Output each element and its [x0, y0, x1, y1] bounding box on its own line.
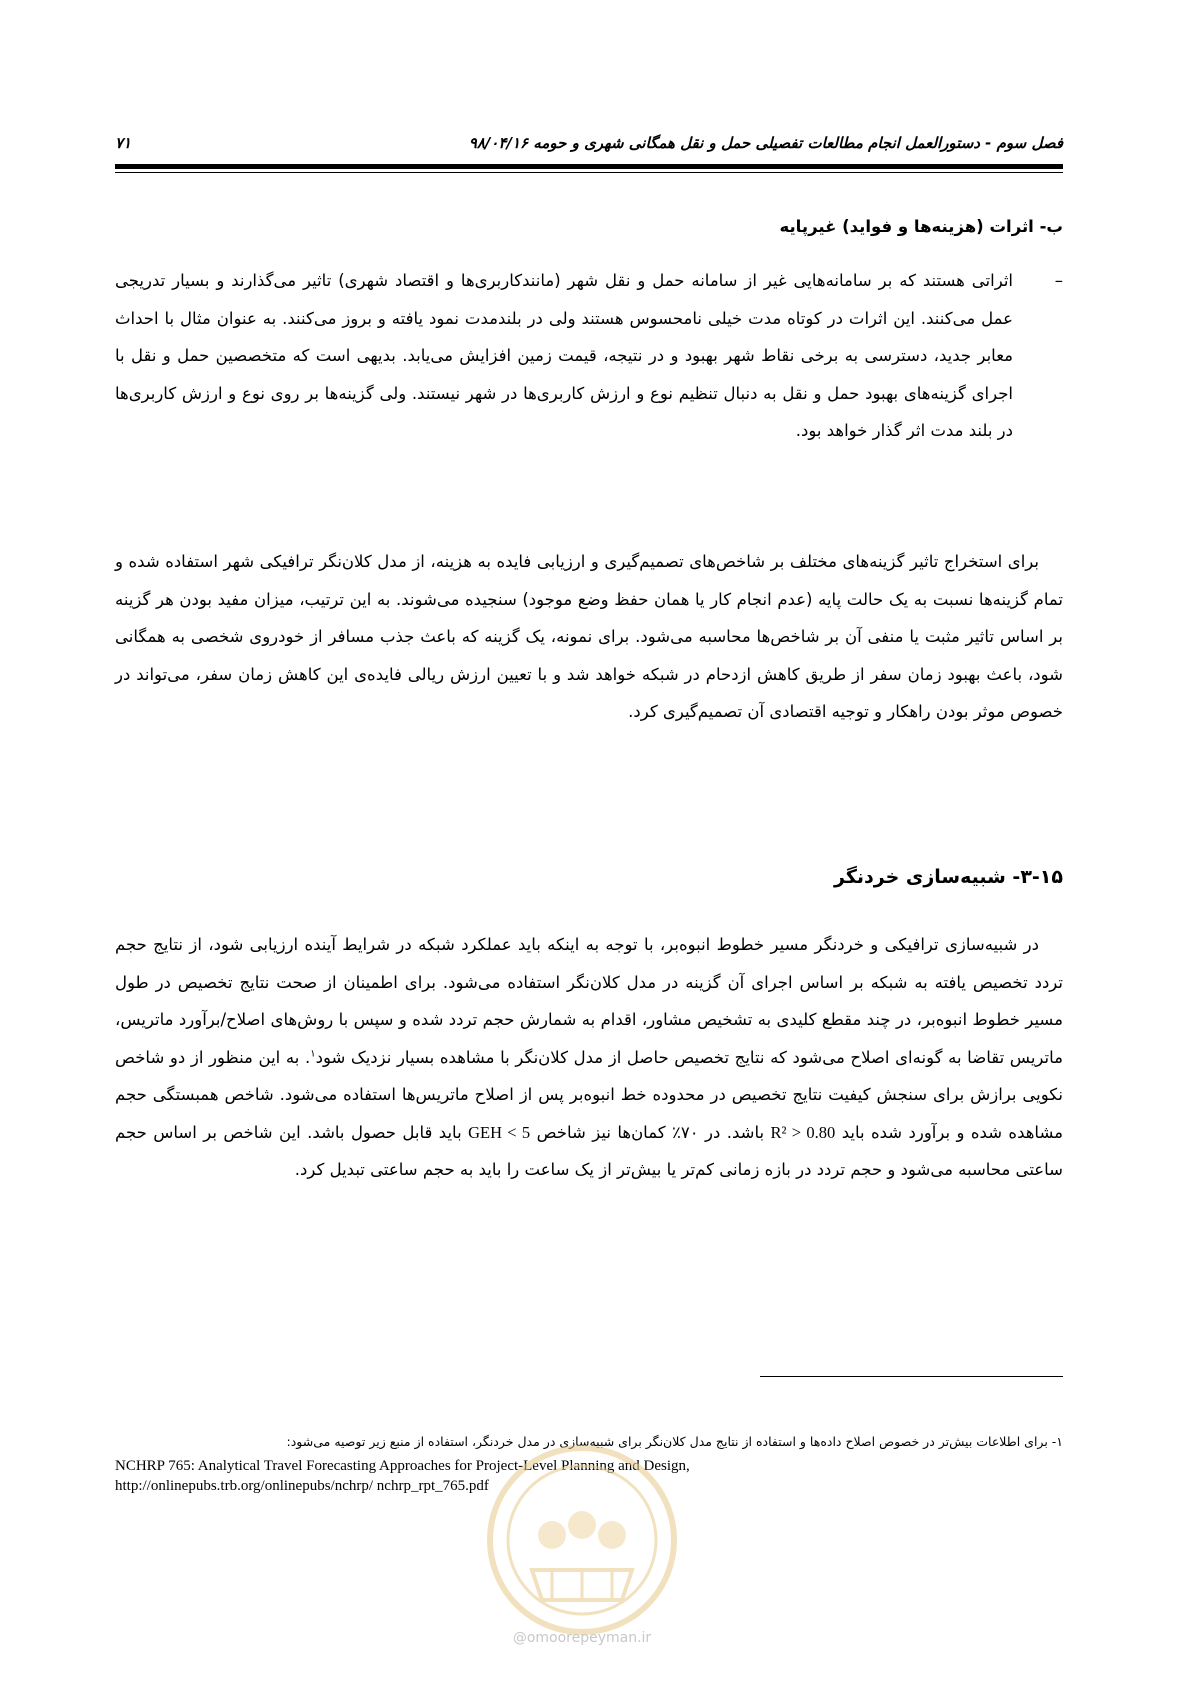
para2-part2: . به این منظور از دو شاخص نکویی برازش برای سنجش کیفیت نتایج تخصیص در محدوده خط انبوه‌بر پس از اصلاح ماتریس‌ها استفاده می‌شود. شاخص همبستگی حجم مشاهده شده و برآورد شده باید [115, 1047, 1064, 1142]
header-title: فصل سوم - دستورالعمل انجام مطالعات تفصیلی حمل و نقل همگانی شهری و حومه ۹۸/۰۴/۱۶ [468, 134, 1063, 152]
para2-part4: باید قابل حصول باشد. این شاخص بر اساس حجم ساعتی محاسبه می‌شود و حجم تردد در بازه زمانی کم‌تر یا بیش‌تر از یک ساعت را باید به حجم ساعتی تبدیل کرد. [115, 1122, 1063, 1179]
paragraph-cost-benefit: برای استخراج تاثیر گزینه‌های مختلف بر شاخص‌های تصمیم‌گیری و ارزیابی فایده به هزینه، از مدل کلان‌نگر ترافیکی شهر استفاده شده و تمام گزینه‌ها نسبت به یک حالت پایه (عدم انجام کار یا همان حفظ وضع موجود) سنجیده می‌شوند. به این ترتیب، میزان مفید بودن هر گزینه بر اساس تاثیر مثبت یا منفی آن بر شاخص‌ها محاسبه می‌شود. برای نمونه، یک گزینه که باعث جذب مسافر از خودروی شخصی به همگانی شود، باعث بهبود زمان سفر از طریق کاهش ازدحام در شبکه خواهد شد و با تعیین ارزش ریالی فایده‌ی این کاهش زمان سفر، می‌تواند در خصوص موثر بودن راهکار و توجیه اقتصادی آن تصمیم‌گیری کرد. [115, 552, 1063, 721]
footnote-text: ۱- برای اطلاعات بیش‌تر در خصوص اصلاح داده‌ها و استفاده از نتایج مدل کلان‌نگر برای شبیه‌سازی در مدل خردنگر، استفاده از منبع زیر توصیه می‌شود: [286, 1434, 1063, 1449]
watermark-caption: @omoorepeyman.ir [512, 1630, 652, 1646]
header-rule-thin [115, 172, 1063, 173]
para2-part3: باشد. در ۷۰٪ کمان‌ها نیز شاخص [530, 1122, 771, 1142]
footnote-reference[interactable]: ۱ [310, 1048, 316, 1059]
r2-formula: R² > 0.80 [770, 1122, 836, 1142]
footnote-ref-title: NCHRP 765: Analytical Travel Forecasting Approaches for Project-Level Planning and Design, [115, 1458, 690, 1474]
para2-part1: در شبیه‌سازی ترافیکی و خردنگر مسیر خطوط انبوه‌بر، با توجه به اینکه باید عملکرد شبکه در شرایط آینده ارزیابی شود، از نتایج حجم تردد تخصیص یافته به شبکه بر اساس اجرای آن گزینه در مدل کلان‌نگر استفاده می‌شود. برای اطمینان از صحت نتایج تخصیص در طول مسیر خطوط انبوه‌بر، در چند مقطع کلیدی به تشخیص مشاور، اقدام به شمارش حجم تردد شده و سپس با روش‌های اصلاح/برآورد ماتریس، ماتریس تقاضا به گونه‌ای اصلاح می‌شود که نتایج تخصیص حاصل از مدل کلان‌نگر با مشاهده بسیار نزدیک شود [115, 935, 1063, 1067]
bullet-text: اثراتی هستند که بر سامانه‌هایی غیر از سامانه حمل و نقل شهر (مانندکاربری‌ها و اقتصاد شهری) تاثیر می‌گذارند و بسیار تدریجی عمل می‌کنند. این اثرات در کوتاه مدت خیلی نامحسوس هستند ولی در بلندمدت نمود یافته و بروز می‌کنند. به عنوان مثال با احداث معابر جدید، دسترسی به برخی نقاط شهر بهبود و در نتیجه، قیمت زمین افزایش می‌یابد. بدیهی است که متخصصین حمل و نقل با اجرای گزینه‌های بهبود حمل و نقل به دنبال تنظیم نوع و ارزش کاربری‌ها در شهر نیستند. ولی گزینه‌ها بر روی نوع و ارزش کاربری‌ها در بلند مدت اثر گذار خواهد بود. [115, 271, 1013, 440]
bullet-item [115, 262, 1063, 450]
header-rule-thick [115, 164, 1063, 169]
geh-formula: GEH < 5 [468, 1122, 531, 1142]
watermark-logo-icon [482, 1440, 682, 1640]
bullet-dash: – [1054, 271, 1063, 290]
page-number: ۷۱ [115, 134, 132, 152]
section-heading: ۳-۱۵- شبیه‌سازی خردنگر [834, 866, 1063, 888]
running-header [115, 128, 1063, 162]
footnote-rule [760, 1376, 1063, 1377]
footnote-ref-url[interactable]: http://onlinepubs.trb.org/onlinepubs/nchrp/ nchrp_rpt_765.pdf [115, 1478, 489, 1494]
subheading: ب- اثرات (هزینه‌ها و فواید) غیرپایه [779, 217, 1063, 236]
paragraph-micro-simulation [115, 926, 1063, 1189]
